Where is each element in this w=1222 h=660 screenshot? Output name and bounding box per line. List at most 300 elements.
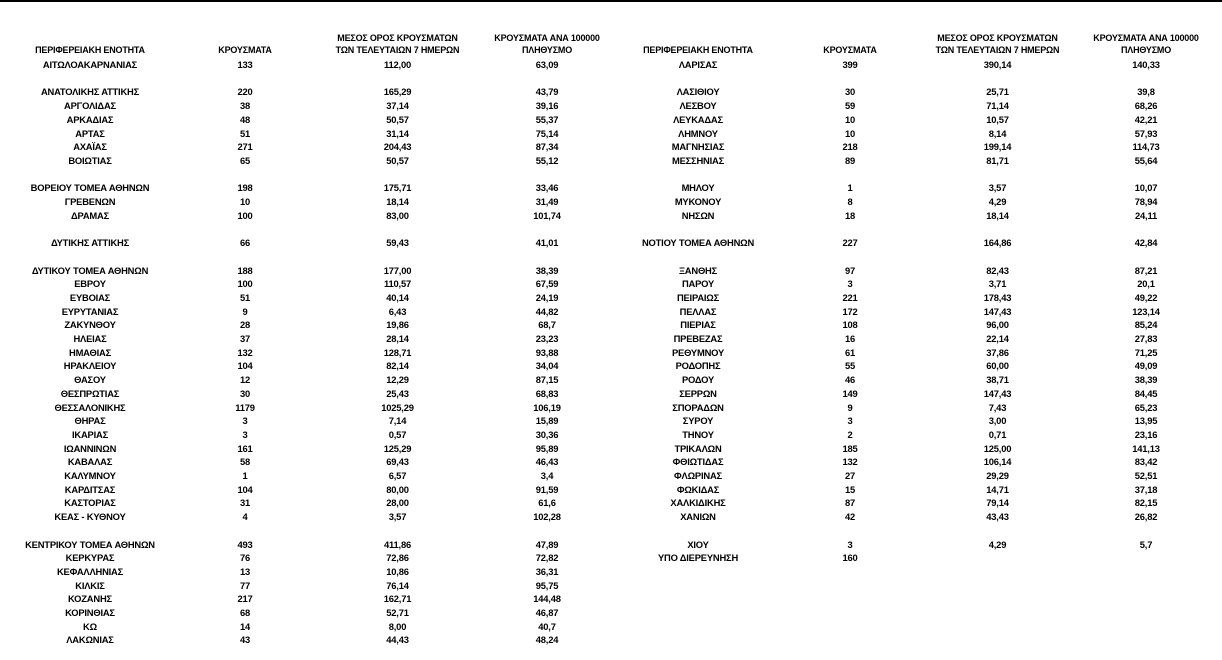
left-header-region: ΠΕΡΙΦΕΡΕΙΑΚΗ ΕΝΟΤΗΤΑ (35, 45, 145, 55)
cell-name: ΜΑΓΝΗΣΙΑΣ (671, 141, 725, 153)
cell-name: ΖΑΚΥΝΘΟΥ (64, 319, 116, 331)
cell-avg: 125,29 (383, 442, 412, 454)
table-row (0, 510, 1222, 524)
right-header-per100k-line1: ΚΡΟΥΣΜΑΤΑ ΑΝΑ 100000 (1093, 33, 1199, 43)
cell-cases: 68 (239, 607, 251, 618)
cell-name: ΛΗΜΝΟΥ (678, 127, 718, 139)
cell-name: ΚΕΑΣ - ΚΥΘΝΟΥ (54, 511, 126, 523)
cell-name: ΙΩΑΝΝΙΝΩΝ (63, 442, 117, 454)
cell-cases: 1 (847, 182, 853, 194)
cell-avg: 50,57 (386, 154, 409, 166)
right-header-region: ΠΕΡΙΦΕΡΕΙΑΚΗ ΕΝΟΤΗΤΑ (643, 45, 753, 55)
cell-cases: 3 (847, 538, 853, 550)
cell-per100k: 39,8 (1137, 86, 1155, 98)
cell-avg: 204,43 (383, 141, 412, 153)
cell-avg: 38,71 (986, 374, 1009, 386)
cell-cases: 28 (239, 319, 251, 331)
table-row (0, 620, 1222, 634)
table-row (0, 346, 1222, 360)
cell-cases: 399 (842, 59, 858, 70)
cell-cases: 3 (847, 278, 853, 290)
cell-cases: 14 (239, 620, 251, 632)
table-row (0, 414, 1222, 428)
cell-avg: 60,00 (986, 360, 1009, 372)
cell-per100k: 71,25 (1134, 346, 1158, 358)
cell-per100k: 20,1 (1137, 278, 1155, 290)
cell-name: ΙΚΑΡΙΑΣ (72, 428, 108, 440)
cell-avg: 162,71 (383, 593, 412, 605)
cell-avg: 6,43 (388, 305, 407, 317)
cell-cases: 108 (842, 319, 858, 331)
cell-avg: 50,57 (386, 113, 409, 125)
cell-cases: 493 (237, 538, 253, 550)
cell-cases: 58 (239, 456, 251, 468)
cell-name: ΘΗΡΑΣ (74, 415, 106, 427)
cell-cases: 66 (239, 237, 251, 249)
cell-avg: 3,71 (988, 278, 1007, 290)
cell-per100k: 24,19 (535, 291, 559, 303)
cell-cases: 161 (237, 442, 253, 454)
cell-per100k: 101,74 (533, 209, 561, 221)
cell-avg: 390,14 (983, 59, 1012, 70)
cell-cases: 3 (847, 415, 853, 427)
cell-per100k: 144,48 (533, 593, 561, 605)
cell-avg: 71,14 (986, 100, 1009, 112)
cell-avg: 4,29 (988, 196, 1007, 207)
cell-per100k: 61,6 (538, 497, 556, 509)
left-header-avg-line1: ΜΕΣΟΣ ΟΡΟΣ ΚΡΟΥΣΜΑΤΩΝ (337, 33, 458, 43)
cell-cases: 271 (237, 141, 253, 153)
cell-avg: 72,86 (386, 552, 409, 564)
cell-avg: 147,43 (983, 305, 1012, 317)
cell-per100k: 84,45 (1134, 387, 1158, 399)
cell-name: ΑΝΑΤΟΛΙΚΗΣ ΑΤΤΙΚΗΣ (40, 86, 140, 98)
cell-cases: 37 (239, 333, 251, 344)
cell-per100k: 102,28 (533, 511, 561, 523)
cell-cases: 16 (844, 333, 856, 344)
cell-cases: 149 (842, 387, 858, 399)
cell-cases: 30 (239, 387, 251, 399)
cell-avg: 37,14 (386, 100, 409, 112)
cell-cases: 132 (842, 456, 858, 468)
cell-per100k: 140,33 (1132, 59, 1160, 70)
table-row (0, 318, 1222, 332)
cell-avg: 43,43 (986, 511, 1009, 523)
cell-per100k: 85,24 (1134, 319, 1158, 331)
cell-cases: 1 (242, 470, 248, 481)
cell-avg: 25,71 (986, 86, 1009, 98)
cell-cases: 218 (842, 141, 858, 153)
cell-per100k: 36,31 (535, 565, 559, 577)
cell-name: ΒΟΙΩΤΙΑΣ (68, 154, 112, 166)
cell-cases: 172 (842, 305, 858, 317)
cell-avg: 3,00 (988, 415, 1007, 427)
cell-name: ΑΙΤΩΛΟΑΚΑΡΝΑΝΙΑΣ (42, 59, 138, 70)
left-header-avg-line2: ΤΩΝ ΤΕΛΕΥΤΑΙΩΝ 7 ΗΜΕΡΩΝ (335, 45, 460, 55)
cell-per100k: 31,49 (535, 196, 559, 207)
cell-avg: 12,29 (386, 374, 409, 386)
cell-cases: 18 (844, 209, 856, 221)
table-row (0, 483, 1222, 497)
cell-name: ΛΕΣΒΟΥ (679, 100, 717, 112)
table-row (0, 606, 1222, 620)
cell-avg: 18,14 (986, 209, 1009, 221)
cell-per100k: 68,7 (538, 319, 556, 331)
left-header-per100k-line1: ΚΡΟΥΣΜΑΤΑ ΑΝΑ 100000 (494, 33, 600, 43)
cell-per100k: 39,16 (535, 100, 559, 112)
cell-per100k: 55,37 (535, 113, 559, 125)
cell-cases: 2 (847, 428, 853, 440)
cell-per100k: 38,39 (1134, 374, 1158, 386)
cell-cases: 61 (844, 346, 856, 358)
cell-avg: 1025,29 (381, 401, 414, 413)
cell-name: ΣΠΟΡΑΔΩΝ (672, 401, 724, 413)
left-header-per100k-line2: ΠΛΗΘΥΣΜΟ (521, 45, 573, 55)
cell-per100k: 43,79 (535, 86, 559, 98)
table-row (0, 579, 1222, 593)
cell-name: ΚΙΛΚΙΣ (75, 579, 105, 591)
table-row (0, 168, 1222, 182)
cell-cases: 46 (844, 374, 856, 386)
cell-avg: 81,71 (986, 154, 1009, 166)
cell-avg: 31,14 (386, 127, 409, 139)
cell-cases: 30 (844, 86, 856, 98)
cell-avg: 8,14 (988, 127, 1007, 139)
cell-avg: 178,43 (983, 291, 1012, 303)
cell-name: ΤΗΝΟΥ (682, 428, 714, 440)
cell-cases: 198 (237, 182, 253, 194)
cell-name: ΠΡΕΒΕΖΑΣ (673, 333, 723, 344)
cell-name: ΚΕΦΑΛΛΗΝΙΑΣ (56, 565, 124, 577)
table-row (0, 291, 1222, 305)
cell-cases: 8 (847, 196, 853, 207)
cell-cases: 31 (239, 497, 251, 509)
cell-avg: 112,00 (384, 59, 411, 70)
cell-cases: 59 (844, 100, 856, 112)
cell-name: ΠΙΕΡΙΑΣ (680, 319, 716, 331)
cell-per100k: 68,83 (535, 387, 559, 399)
cell-avg: 69,43 (386, 456, 409, 468)
cell-avg: 411,86 (384, 538, 411, 550)
cell-name: ΛΑΡΙΣΑΣ (678, 59, 718, 70)
cell-cases: 9 (242, 305, 248, 317)
cell-avg: 175,71 (383, 182, 412, 194)
cell-per100k: 95,89 (535, 442, 559, 454)
cell-avg: 19,86 (386, 319, 409, 331)
cell-name: ΑΡΤΑΣ (75, 127, 105, 139)
cell-name: ΛΕΥΚΑΔΑΣ (673, 113, 723, 125)
cell-cases: 3 (242, 415, 248, 427)
cell-cases: 132 (237, 346, 253, 358)
cell-name: ΠΕΛΛΑΣ (679, 305, 717, 317)
cell-cases: 217 (237, 593, 253, 605)
cell-name: ΧΙΟΥ (687, 538, 709, 550)
cell-per100k: 75,14 (535, 127, 559, 139)
cell-name: ΣΕΡΡΩΝ (679, 387, 717, 399)
cell-avg: 4,29 (988, 538, 1007, 550)
cell-cases: 100 (237, 209, 253, 221)
table-row (0, 496, 1222, 510)
table-row (0, 565, 1222, 579)
cell-per100k: 5,7 (1139, 538, 1153, 550)
table-row (0, 113, 1222, 127)
cell-cases: 220 (237, 86, 253, 98)
cell-cases: 227 (842, 237, 858, 249)
cell-name: ΡΕΘΥΜΝΟΥ (671, 346, 725, 358)
cell-name: ΚΑΡΔΙΤΣΑΣ (64, 483, 116, 495)
table-row (0, 72, 1222, 86)
cell-cases: 12 (239, 374, 251, 386)
cell-name: ΔΥΤΙΚΗΣ ΑΤΤΙΚΗΣ (50, 237, 130, 249)
table-row (0, 442, 1222, 456)
cell-per100k: 41,01 (535, 237, 559, 249)
cell-per100k: 78,94 (1134, 196, 1158, 207)
cell-name: ΚΑΣΤΟΡΙΑΣ (64, 497, 116, 509)
cell-cases: 89 (844, 154, 856, 166)
table-row (0, 633, 1222, 647)
table-row (0, 551, 1222, 565)
cell-name: ΚΕΡΚΥΡΑΣ (65, 552, 115, 564)
table-row (0, 209, 1222, 223)
cell-avg: 8,00 (388, 620, 407, 632)
cell-avg: 82,14 (386, 360, 409, 372)
table-row (0, 538, 1222, 552)
cell-avg: 37,86 (986, 346, 1009, 358)
cell-per100k: 95,75 (535, 579, 559, 591)
table-row (0, 305, 1222, 319)
cell-avg: 147,43 (983, 387, 1012, 399)
table-row (0, 85, 1222, 99)
cell-name: ΚΟΖΑΝΗΣ (68, 593, 112, 605)
cell-name: ΜΗΛΟΥ (681, 182, 715, 194)
table-row (0, 359, 1222, 373)
cell-per100k: 106,19 (533, 401, 561, 413)
cell-avg: 10,86 (386, 565, 409, 577)
cell-cases: 97 (844, 264, 856, 276)
cell-avg: 3,57 (988, 182, 1007, 194)
cell-per100k: 34,04 (535, 360, 559, 372)
cell-cases: 100 (237, 278, 253, 290)
cell-avg: 44,43 (386, 634, 409, 646)
cell-name: ΗΡΑΚΛΕΙΟΥ (63, 360, 117, 372)
cell-cases: 10 (239, 196, 251, 207)
cell-per100k: 27,83 (1134, 333, 1158, 344)
cell-cases: 76 (239, 552, 251, 564)
cell-name: ΥΠΟ ΔΙΕΡΕΥΝΗΣΗ (657, 552, 739, 564)
right-header-per100k-line2: ΠΛΗΘΥΣΜΟ (1120, 45, 1172, 55)
cell-name: ΚΑΛΥΜΝΟΥ (64, 470, 116, 481)
table-row (0, 127, 1222, 141)
cell-avg: 199,14 (983, 141, 1012, 153)
cell-avg: 6,57 (388, 470, 407, 481)
cell-name: ΚΑΒΑΛΑΣ (67, 456, 113, 468)
cell-name: ΔΥΤΙΚΟΥ ΤΟΜΕΑ ΑΘΗΝΩΝ (31, 264, 149, 276)
cell-per100k: 72,82 (535, 552, 559, 564)
cell-name: ΑΡΓΟΛΙΔΑΣ (64, 100, 116, 112)
cell-name: ΘΕΣΣΑΛΟΝΙΚΗΣ (54, 401, 126, 413)
cell-cases: 51 (239, 127, 251, 139)
cell-per100k: 44,82 (535, 305, 559, 317)
cell-cases: 104 (237, 360, 253, 372)
cell-avg: 164,86 (983, 237, 1012, 249)
cell-per100k: 55,12 (535, 154, 559, 166)
cell-name: ΡΟΔΟΥ (681, 374, 715, 386)
cell-avg: 18,14 (386, 196, 409, 207)
cell-per100k: 48,24 (535, 634, 559, 646)
cell-name: ΣΥΡΟΥ (682, 415, 714, 427)
cell-cases: 185 (842, 442, 858, 454)
cell-cases: 10 (844, 127, 856, 139)
cell-name: ΤΡΙΚΑΛΩΝ (674, 442, 722, 454)
cell-per100k: 87,21 (1134, 264, 1158, 276)
cell-name: ΛΑΣΙΘΙΟΥ (676, 86, 720, 98)
cell-name: ΕΥΡΥΤΑΝΙΑΣ (61, 305, 119, 317)
cell-avg: 25,43 (386, 387, 409, 399)
cell-cases: 188 (237, 264, 253, 276)
table-row (0, 524, 1222, 538)
cell-avg: 29,29 (986, 470, 1009, 481)
cell-cases: 87 (844, 497, 856, 509)
cell-avg: 82,43 (986, 264, 1009, 276)
cell-per100k: 23,23 (535, 333, 559, 344)
cell-avg: 79,14 (986, 497, 1009, 509)
cell-name: ΦΛΩΡΙΝΑΣ (674, 470, 722, 481)
cell-cases: 77 (239, 579, 251, 591)
table-row (0, 222, 1222, 236)
right-header-avg-line2: ΤΩΝ ΤΕΛΕΥΤΑΙΩΝ 7 ΗΜΕΡΩΝ (935, 45, 1060, 55)
cell-avg: 28,14 (386, 333, 409, 344)
cell-per100k: 93,88 (535, 346, 559, 358)
table-row (0, 181, 1222, 195)
cell-avg: 28,00 (386, 497, 409, 509)
cell-avg: 177,00 (383, 264, 412, 276)
cell-name: ΑΧΑΪΑΣ (73, 141, 107, 153)
cell-avg: 7,14 (388, 415, 407, 427)
cell-avg: 14,71 (986, 483, 1009, 495)
cell-name: ΓΡΕΒΕΝΩΝ (64, 196, 116, 207)
table-row (0, 455, 1222, 469)
cell-per100k: 13,95 (1134, 415, 1158, 427)
cell-name: ΘΑΣΟΥ (74, 374, 106, 386)
cell-name: ΑΡΚΑΔΙΑΣ (66, 113, 114, 125)
cell-avg: 125,00 (983, 442, 1012, 454)
cell-avg: 40,14 (386, 291, 409, 303)
cell-per100k: 87,34 (535, 141, 559, 153)
cell-cases: 51 (239, 291, 251, 303)
cell-name: ΔΡΑΜΑΣ (70, 209, 110, 221)
cell-per100k: 26,82 (1134, 511, 1158, 523)
cell-cases: 55 (844, 360, 856, 372)
cell-cases: 1179 (235, 401, 255, 413)
table-row (0, 277, 1222, 291)
cell-per100k: 33,46 (535, 182, 559, 194)
cell-name: ΠΕΙΡΑΙΩΣ (676, 291, 720, 303)
cell-name: ΗΜΑΘΙΑΣ (69, 346, 111, 358)
cell-per100k: 123,14 (1132, 305, 1160, 317)
table-row (0, 154, 1222, 168)
cell-name: ΞΑΝΘΗΣ (678, 264, 718, 276)
cell-avg: 59,43 (386, 237, 409, 249)
table-row (0, 469, 1222, 483)
cell-cases: 15 (844, 483, 856, 495)
table-row (0, 332, 1222, 346)
cell-per100k: 91,59 (535, 483, 559, 495)
cell-name: ΕΥΒΟΙΑΣ (69, 291, 111, 303)
cell-per100k: 42,84 (1134, 237, 1158, 249)
cell-per100k: 68,26 (1134, 100, 1158, 112)
cell-per100k: 67,59 (535, 278, 559, 290)
table-row (0, 428, 1222, 442)
cell-avg: 3,57 (388, 511, 407, 523)
cell-per100k: 47,89 (535, 538, 559, 550)
cell-per100k: 65,23 (1134, 401, 1158, 413)
cell-per100k: 141,13 (1132, 442, 1160, 454)
table-row (0, 99, 1222, 113)
cell-cases: 43 (239, 634, 251, 646)
cell-cases: 4 (242, 511, 248, 523)
cell-per100k: 57,93 (1134, 127, 1158, 139)
cell-name: ΧΑΛΚΙΔΙΚΗΣ (670, 497, 726, 509)
cell-cases: 65 (239, 154, 251, 166)
cell-per100k: 30,36 (535, 428, 559, 440)
cell-name: ΧΑΝΙΩΝ (680, 511, 716, 523)
table-row (0, 264, 1222, 278)
cell-avg: 0,57 (388, 428, 407, 440)
cell-name: ΘΕΣΠΡΩΤΙΑΣ (60, 387, 120, 399)
cell-avg: 96,00 (986, 319, 1009, 331)
table-row (0, 387, 1222, 401)
cell-cases: 3 (242, 428, 248, 440)
table-row (0, 592, 1222, 606)
cell-avg: 106,14 (983, 456, 1012, 468)
left-header-cases: ΚΡΟΥΣΜΑΤΑ (218, 45, 272, 55)
cell-cases: 9 (847, 401, 853, 413)
cell-name: ΕΒΡΟΥ (74, 278, 106, 290)
cell-name: ΦΩΚΙΔΑΣ (676, 483, 720, 495)
cell-cases: 42 (844, 511, 856, 523)
cell-per100k: 52,51 (1134, 470, 1158, 481)
cell-avg: 7,43 (988, 401, 1007, 413)
cell-cases: 160 (842, 552, 858, 564)
cell-per100k: 55,64 (1134, 154, 1158, 166)
cell-per100k: 82,15 (1134, 497, 1158, 509)
cell-avg: 128,71 (383, 346, 412, 358)
cell-avg: 0,71 (988, 428, 1007, 440)
cell-per100k: 83,42 (1134, 456, 1158, 468)
cell-per100k: 3,4 (540, 470, 554, 481)
cell-name: ΡΟΔΟΠΗΣ (675, 360, 721, 372)
cell-avg: 83,00 (386, 209, 409, 221)
cell-name: ΜΕΣΣΗΝΙΑΣ (671, 154, 725, 166)
cell-name: ΚΩ (83, 620, 97, 632)
cell-per100k: 49,22 (1134, 291, 1158, 303)
cell-per100k: 63,09 (535, 59, 559, 70)
cell-per100k: 114,73 (1132, 141, 1160, 153)
cell-name: ΚΕΝΤΡΙΚΟΥ ΤΟΜΕΑ ΑΘΗΝΩΝ (25, 538, 155, 550)
cell-per100k: 23,16 (1134, 428, 1158, 440)
cell-cases: 133 (237, 59, 253, 70)
cell-name: ΒΟΡΕΙΟΥ ΤΟΜΕΑ ΑΘΗΝΩΝ (30, 182, 150, 194)
cell-cases: 27 (844, 470, 856, 481)
right-header-cases: ΚΡΟΥΣΜΑΤΑ (823, 45, 877, 55)
cell-avg: 110,57 (384, 278, 411, 290)
table-row (0, 401, 1222, 415)
cell-name: ΜΥΚΟΝΟΥ (674, 196, 722, 207)
cell-cases: 13 (239, 565, 251, 577)
cell-per100k: 40,7 (538, 620, 556, 632)
cell-per100k: 46,43 (535, 456, 559, 468)
cell-name: ΠΑΡΟΥ (681, 278, 715, 290)
